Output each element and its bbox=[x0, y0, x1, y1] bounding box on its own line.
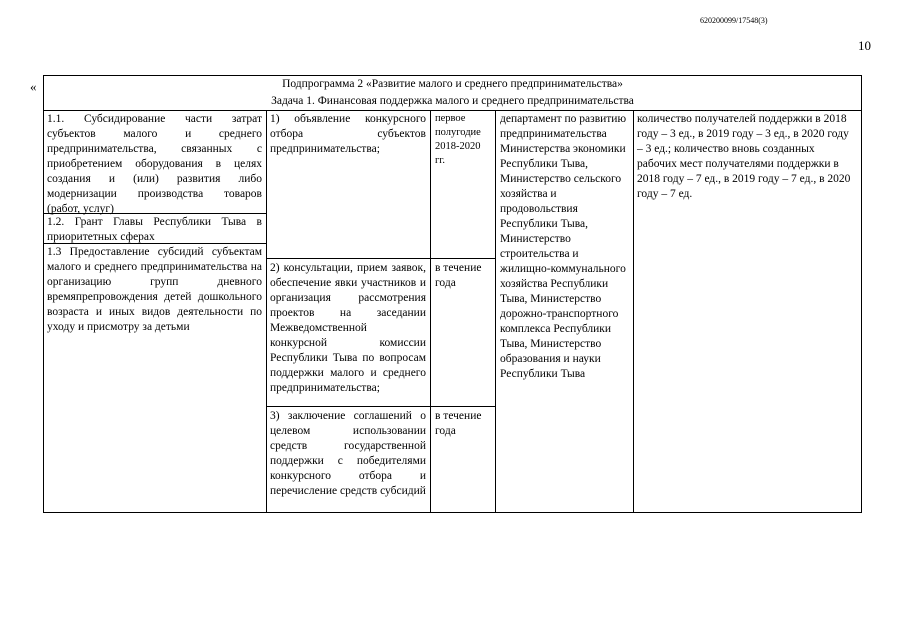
action-2-top-border bbox=[266, 258, 495, 259]
table-border-right bbox=[861, 75, 862, 513]
action-3-period: в течение года bbox=[435, 410, 482, 437]
measure-1-1: 1.1. Субсидирование части затрат субъектов малого и среднего предпринимательства, связанных с приобретением оборудования в целях создания и (или) развития либо модернизации производства товаров (работ, услуг) bbox=[47, 113, 262, 215]
target-indicators: количество получателей поддержки в 2018 году – 3 ед., в 2019 году – 3 ед., в 2020 году – 3 ед.; количество вновь созданных рабочих мест получателями поддержки в 2018 году – 7 ед., в 2019 году – 7 ед., в 2020 году – 7 ед. bbox=[637, 113, 851, 200]
header-row-divider bbox=[43, 110, 862, 111]
column-divider-actions bbox=[430, 110, 431, 513]
action-3-top-border bbox=[266, 406, 495, 407]
measure-1-2: 1.2. Грант Главы Республики Тыва в приоритетных сферах bbox=[47, 216, 262, 243]
document-code: 620200099/17548(3) bbox=[700, 16, 768, 25]
action-2-period: в течение года bbox=[435, 262, 482, 289]
action-3-text: 3) заключение соглашений о целевом использовании средств государственной поддержки с победителями конкурсного отбора и перечисление средств субсидий bbox=[270, 410, 426, 497]
column-divider-measures bbox=[266, 110, 267, 513]
action-1-text: 1) объявление конкурсного отбора субъектов предпринимательства; bbox=[270, 113, 426, 155]
page-number: 10 bbox=[858, 38, 871, 53]
table-border-left bbox=[43, 75, 44, 513]
action-2-text: 2) консультации, прием заявок, обеспечение явки участников и организация рассмотрения проектов на заседании Межведомственной конкурсной комиссии Республики Тыва по вопросам поддержки малого и среднего предпринимательства; bbox=[270, 262, 426, 394]
task-title: Задача 1. Финансовая поддержка малого и среднего предпринимательства bbox=[271, 95, 634, 107]
table-border-top bbox=[43, 75, 862, 76]
action-1-period: первое полугодие 2018-2020 гг. bbox=[435, 113, 481, 166]
subprogram-title: Подпрограмма 2 «Развитие малого и среднего предпринимательства» bbox=[282, 78, 623, 90]
column-divider-responsible bbox=[633, 110, 634, 513]
responsible-executors: департамент по развитию предпринимательства Министерства экономики Республики Тыва, Министерство сельского хозяйства и продовольствия Республики Тыва, Министерство строительства и жилищно-коммунального хозяйства Республики Тыва, Министерство дорожно-транспортного комплекса Республики Тыва, Министерство образования и науки Республики Тыва bbox=[500, 113, 627, 380]
column-divider-periods bbox=[495, 110, 496, 513]
measure-1-3: 1.3 Предоставление субсидий субъектам малого и среднего предпринимательства на организацию групп дневного времяпрепровождения детей дошкольного возраста и иных видов деятельности по уходу и присмотру за детьми bbox=[47, 246, 262, 333]
opening-quote-mark: « bbox=[30, 79, 37, 94]
table-border-bottom bbox=[43, 512, 862, 513]
